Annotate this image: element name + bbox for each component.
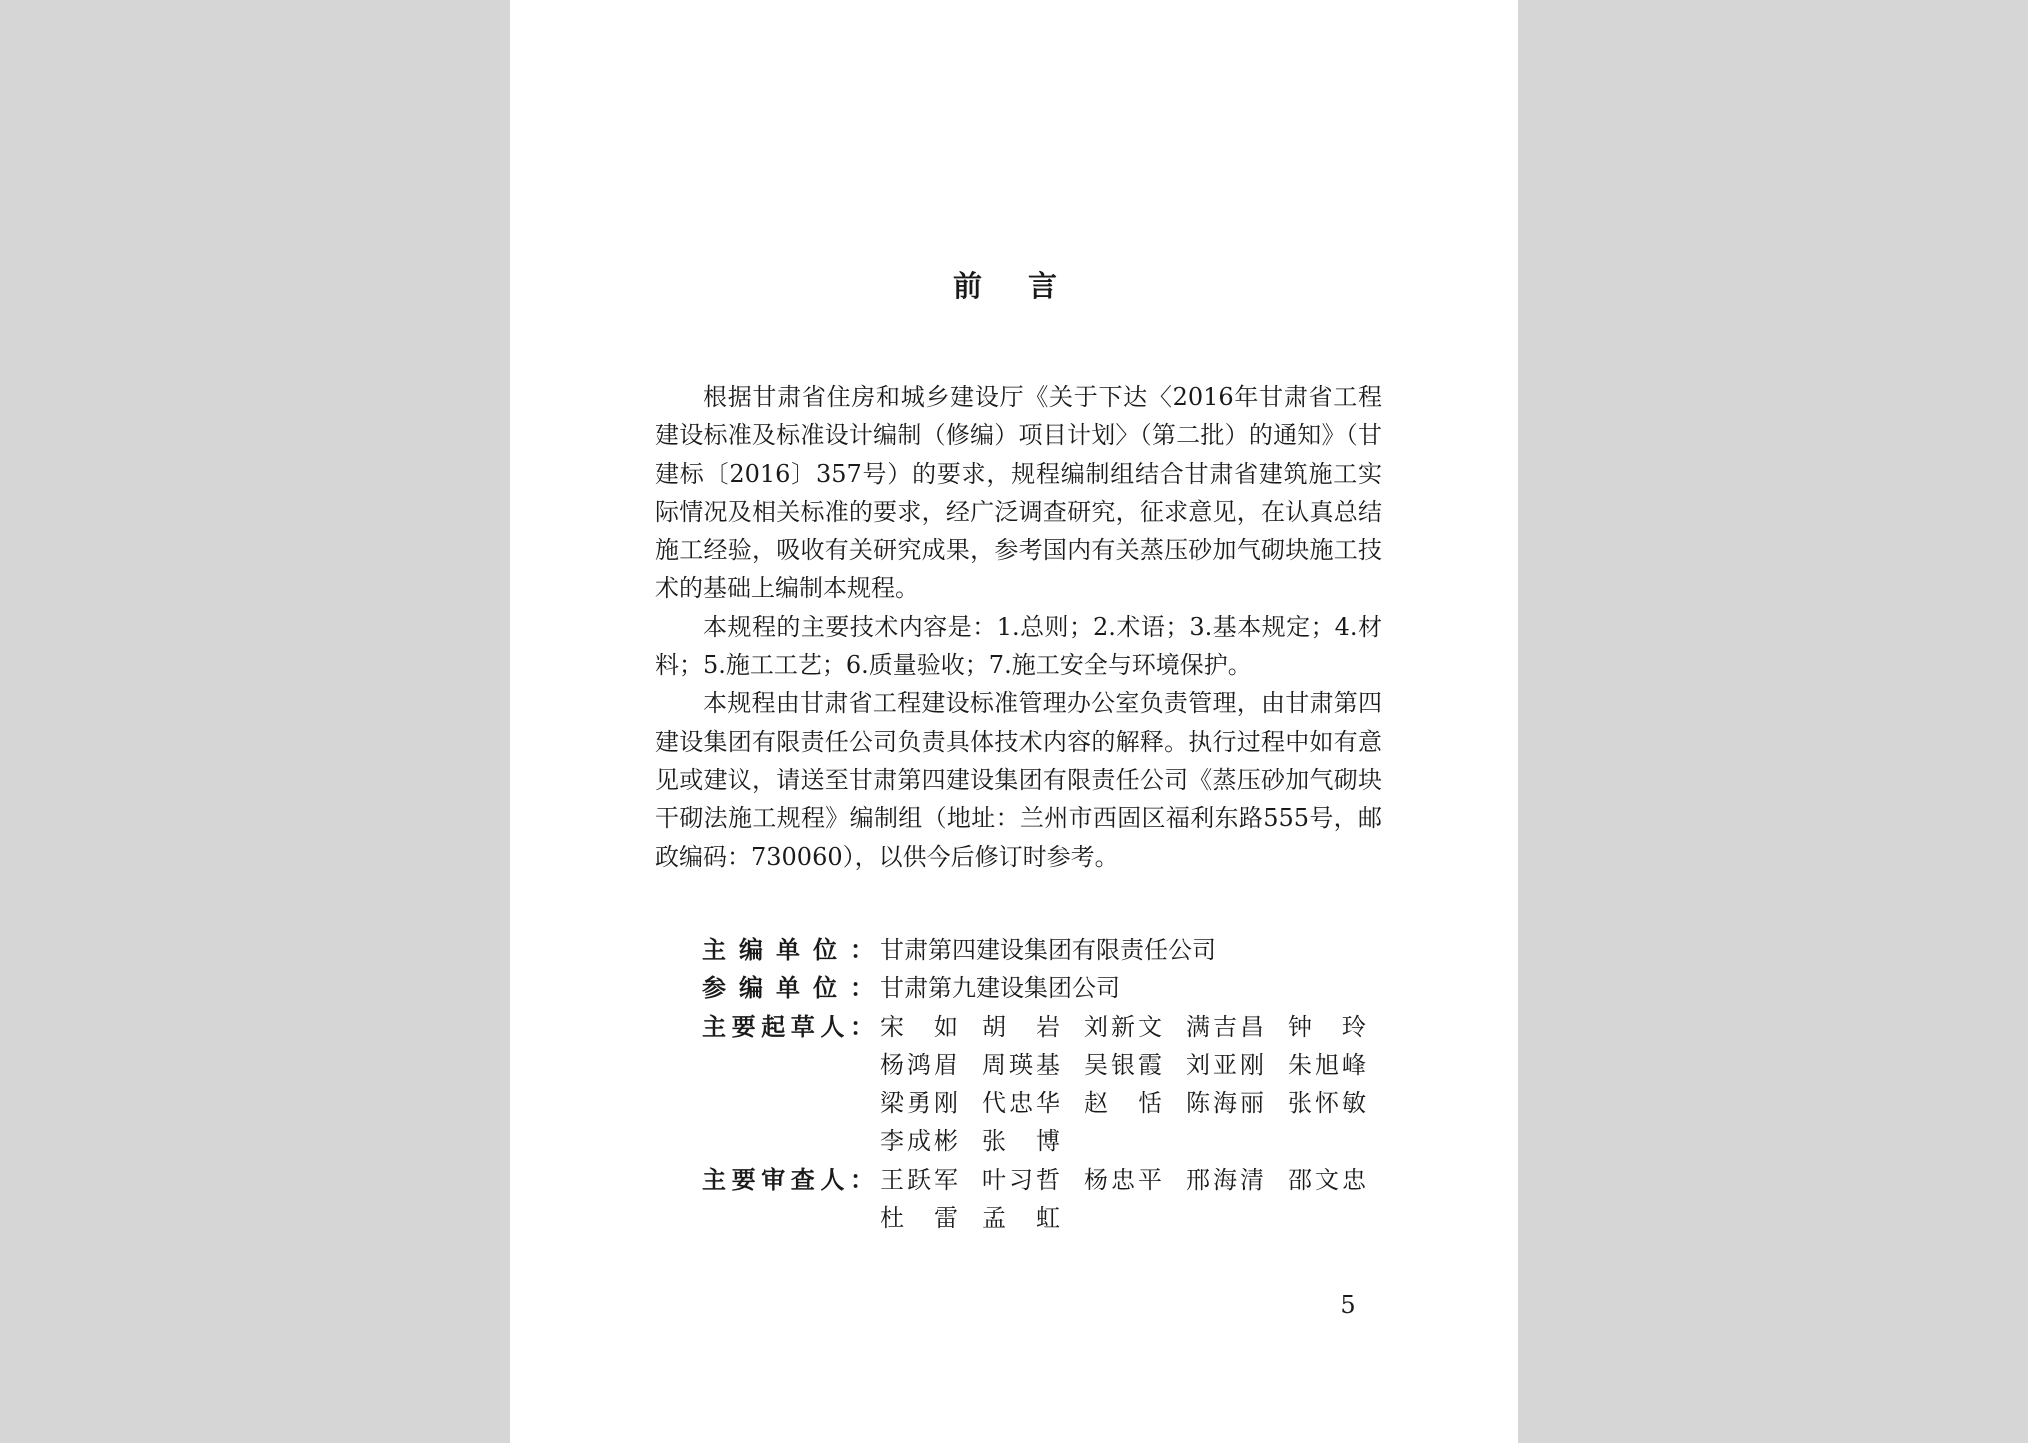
paragraph-3: 本规程由甘肃省工程建设标准管理办公室负责管理，由甘肃第四建设集团有限责任公司负责具体技术内容的解释。执行过程中如有意见或建议，请送至甘肃第四建设集团有限责任公司《蒸压砂加气砌块干砌法施工规程》编制组（地址：兰州市西固区福利东路555号，邮政编码：730060），以供今后修订时参考。 [655, 689, 1382, 871]
drafter-name: 钟玲 [1288, 1012, 1366, 1041]
page-number: 5 [1340, 1291, 1356, 1319]
reviewer-name: 叶习哲 [982, 1165, 1060, 1194]
drafter-name: 刘亚刚 [1186, 1050, 1264, 1079]
reviewer-name: 王跃军 [880, 1165, 958, 1194]
reviewers-list [880, 1161, 1390, 1238]
drafter-name: 杨鸿眉 [880, 1050, 958, 1079]
reviewers-row [702, 1161, 1402, 1238]
reviewer-name: 杨忠平 [1084, 1165, 1162, 1194]
reviewer-name: 邵文忠 [1288, 1165, 1366, 1194]
drafter-name: 李成彬 [880, 1127, 958, 1156]
drafters-label: 主要起草人： [702, 1012, 874, 1041]
paragraph-1: 根据甘肃省住房和城乡建设厅《关于下达〈2016年甘肃省工程建设标准及标准设计编制（修编）项目计划〉（第二批）的通知》（甘建标〔2016〕357号）的要求，规程编制组结合甘肃省建筑施工实际情况及相关标准的要求，经广泛调查研究，征求意见，在认真总结施工经验，吸收有关研究成果，参考国内有关蒸压砂加气砌块施工技术的基础上编制本规程。 [655, 383, 1382, 603]
chief-unit-value: 甘肃第四建设集团有限责任公司 [880, 936, 1216, 964]
paragraph-2: 本规程的主要技术内容是：1.总则；2.术语；3.基本规定；4.材料；5.施工工艺；6.质量验收；7.施工安全与环境保护。 [655, 612, 1382, 680]
drafter-name: 梁勇刚 [880, 1089, 958, 1118]
credits-block [702, 931, 1402, 1237]
drafter-name: 张博 [982, 1127, 1060, 1156]
drafter-name: 赵恬 [1084, 1089, 1162, 1118]
drafter-name: 满吉昌 [1186, 1012, 1264, 1041]
drafter-name: 陈海丽 [1186, 1089, 1264, 1118]
drafter-name: 刘新文 [1084, 1012, 1162, 1041]
reviewer-name: 邢海清 [1186, 1165, 1264, 1194]
participating-unit-value: 甘肃第九建设集团公司 [880, 974, 1120, 1003]
drafter-name: 吴银霞 [1084, 1050, 1162, 1079]
reviewer-name: 孟虹 [982, 1204, 1060, 1233]
drafter-name: 宋如 [880, 1012, 958, 1041]
reviewer-name: 杜雷 [880, 1204, 958, 1233]
preface-body [655, 378, 1382, 876]
chief-unit-label: 主编单位： [702, 936, 874, 964]
participating-unit-row [702, 969, 1402, 1007]
chief-unit-row [702, 931, 1402, 969]
drafter-name: 周瑛基 [982, 1050, 1060, 1079]
drafters-row [702, 1008, 1402, 1161]
drafter-name: 胡岩 [982, 1012, 1060, 1041]
page-title: 前 言 [952, 269, 1076, 303]
reviewers-label: 主要审查人： [702, 1165, 874, 1194]
drafters-list [880, 1008, 1390, 1161]
drafter-name: 朱旭峰 [1288, 1050, 1366, 1079]
document-page [510, 0, 1518, 1443]
participating-unit-label: 参编单位： [702, 974, 874, 1003]
drafter-name: 张怀敏 [1288, 1089, 1366, 1118]
drafter-name: 代忠华 [982, 1089, 1060, 1118]
